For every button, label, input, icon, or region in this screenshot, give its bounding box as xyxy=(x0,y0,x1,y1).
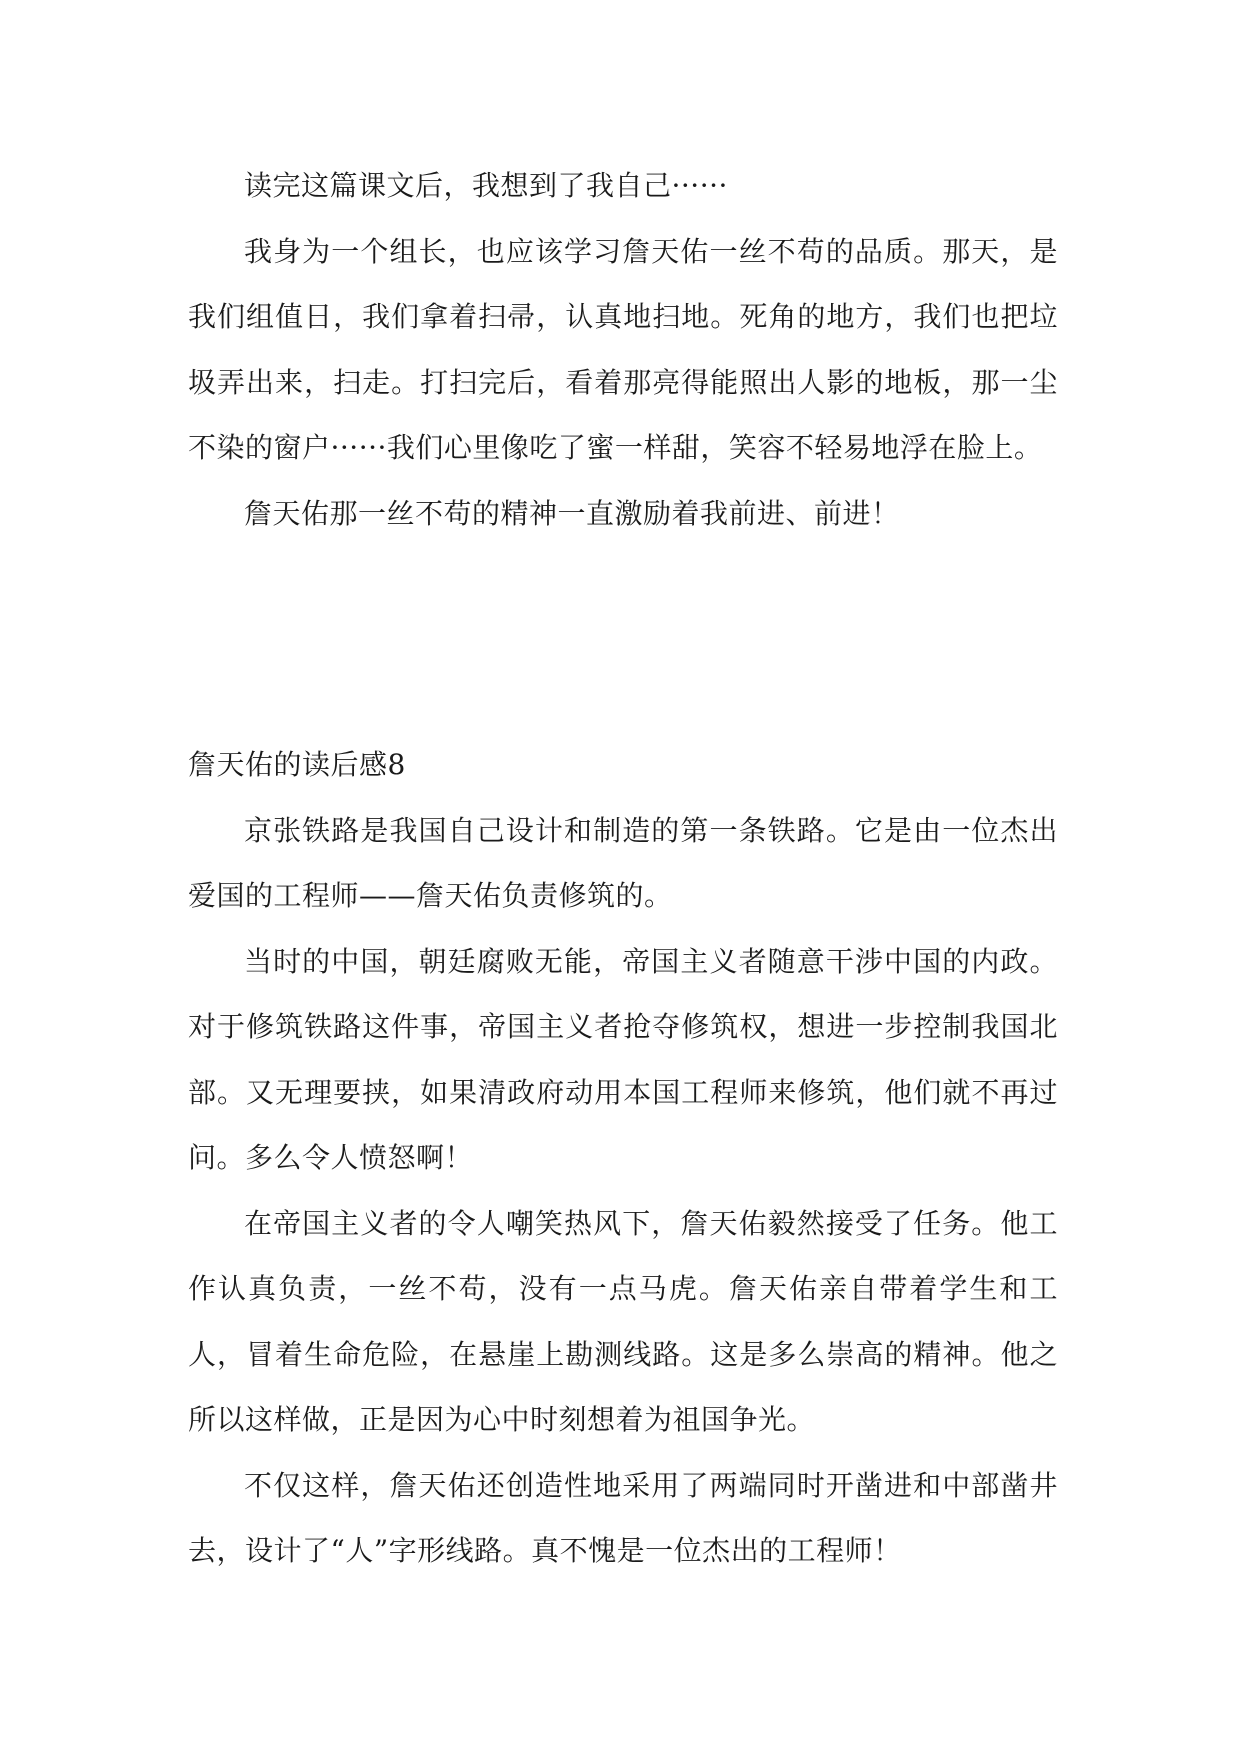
essay-continuation xyxy=(188,153,1058,546)
paragraph: 读完这篇课文后，我想到了我自己······ xyxy=(244,169,728,202)
paragraph: 在帝国主义者的令人嘲笑热风下，詹天佑毅然接受了任务。他工作认真负责，一丝不苟，没有一点马虎。詹天佑亲自带着学生和工人，冒着生命危险，在悬崖上勘测线路。这是多么崇高的精神。他之所以这样做，正是因为心中时刻想着为祖国争光。 xyxy=(188,1206,1058,1436)
paragraph: 当时的中国，朝廷腐败无能，帝国主义者随意干涉中国的内政。对于修筑铁路这件事，帝国主义者抢夺修筑权，想进一步控制我国北部。又无理要挟，如果清政府动用本国工程师来修筑，他们就不再过问。多么令人愤怒啊！ xyxy=(188,944,1058,1174)
essay-8 xyxy=(188,732,1058,1584)
document-page xyxy=(188,0,1058,1754)
section-title: 詹天佑的读后感8 xyxy=(188,748,406,781)
paragraph: 詹天佑那一丝不苟的精神一直激励着我前进、前进！ xyxy=(244,496,900,530)
paragraph: 我身为一个组长，也应该学习詹天佑一丝不苟的品质。那天，是我们组值日，我们拿着扫帚，认真地扫地。死角的地方，我们也把垃圾弄出来，扫走。打扫完后，看着那亮得能照出人影的地板，那一尘不染的窗户······我们心里像吃了蜜一样甜，笑容不轻易地浮在脸上。 xyxy=(188,234,1058,464)
paragraph: 不仅这样，詹天佑还创造性地采用了两端同时开凿进和中部凿井去，设计了“人”字形线路。真不愧是一位杰出的工程师！ xyxy=(188,1468,1058,1567)
paragraph: 京张铁路是我国自己设计和制造的第一条铁路。它是由一位杰出爱国的工程师——詹天佑负责修筑的。 xyxy=(188,813,1058,912)
